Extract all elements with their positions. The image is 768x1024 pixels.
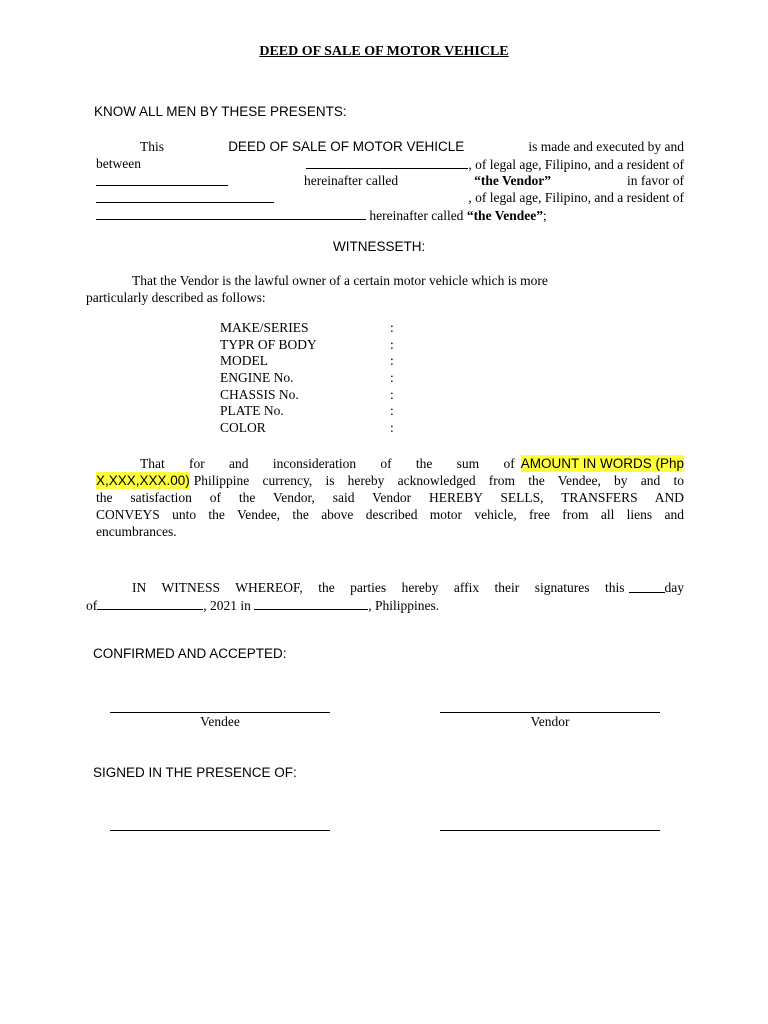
spec-sep: : xyxy=(390,420,394,436)
intro-between: between xyxy=(96,156,141,171)
spec-label: MAKE/SERIES xyxy=(220,320,309,335)
witness-1-signature-line[interactable] xyxy=(110,830,330,831)
intro-in-favor: in favor of xyxy=(627,173,684,188)
spec-row xyxy=(220,353,420,370)
intro-hereinafter-1: hereinafter called xyxy=(304,173,399,188)
consideration-currency: Philippine currency, is hereby acknowledged from the Vendee, by and to xyxy=(193,473,684,488)
intro-paragraph xyxy=(96,138,684,223)
amount-in-words-placeholder[interactable]: AMOUNT IN WORDS (Php xyxy=(520,456,684,471)
vendee-label: Vendee xyxy=(200,714,240,729)
intro-line-2 xyxy=(96,155,684,172)
spec-sep: : xyxy=(390,353,394,369)
spec-label: COLOR xyxy=(220,420,266,436)
confirmed-heading: CONFIRMED AND ACCEPTED: xyxy=(93,646,287,661)
spec-label: ENGINE No. xyxy=(220,370,294,386)
signed-presence-heading: SIGNED IN THE PRESENCE OF: xyxy=(93,765,297,780)
spec-row xyxy=(220,420,420,437)
intro-line-1 xyxy=(96,138,684,155)
spec-row xyxy=(220,337,420,354)
spec-sep: : xyxy=(390,403,394,419)
spec-label: CHASSIS No. xyxy=(220,386,299,402)
document-title: DEED OF SALE OF MOTOR VEHICLE xyxy=(259,44,509,59)
consideration-line-2 xyxy=(96,472,684,489)
vendor-signature-line[interactable] xyxy=(440,712,660,713)
intro-legal-age-2: , of legal age, Filipino, and a resident of xyxy=(468,190,684,205)
witnesseth-heading: WITNESSETH: xyxy=(333,239,426,254)
intro-legal-age-1: , of legal age, Filipino, and a resident of xyxy=(468,157,684,172)
witness-2-signature-line[interactable] xyxy=(440,830,660,831)
intro-deed-name: DEED OF SALE OF MOTOR VEHICLE xyxy=(228,139,465,154)
intro-line-3 xyxy=(96,172,684,189)
intro-semicolon: ; xyxy=(542,208,547,223)
owner-paragraph xyxy=(86,272,684,306)
spec-row xyxy=(220,387,420,404)
intro-the-vendor: “the Vendor” xyxy=(474,173,551,188)
consideration-line-5: encumbrances. xyxy=(96,524,177,539)
witness-line-1 xyxy=(86,579,684,596)
spec-sep: : xyxy=(390,336,394,352)
consideration-line-4: CONVEYS unto the Vendee, the above described motor vehicle, free from all liens and xyxy=(96,507,684,522)
consideration-line-3: the satisfaction of the Vendor, said Vendor HEREBY SELLS, TRANSFERS AND xyxy=(96,490,684,505)
month-blank[interactable] xyxy=(97,596,203,610)
vendor-label: Vendor xyxy=(530,714,570,729)
spec-sep: : xyxy=(390,320,394,335)
owner-line-2: particularly described as follows: xyxy=(86,290,266,305)
intro-executed: is made and executed by and xyxy=(528,139,684,154)
spec-sep: : xyxy=(390,386,394,402)
spec-label: TYPR OF BODY xyxy=(220,336,317,352)
day-blank[interactable] xyxy=(629,579,665,593)
witness-year: , 2021 in xyxy=(203,598,251,613)
intro-line-4 xyxy=(96,189,684,206)
spec-row xyxy=(220,320,420,337)
witness-philippines: , Philippines. xyxy=(368,598,440,613)
owner-line-1: That the Vendor is the lawful owner of a certain motor vehicle which is more xyxy=(132,273,548,288)
consideration-line-1 xyxy=(96,455,684,472)
vendor-name-blank[interactable] xyxy=(306,155,468,169)
amount-figure-placeholder[interactable]: X,XXX,XXX.00) xyxy=(96,473,190,488)
place-blank[interactable] xyxy=(254,596,368,610)
consideration-paragraph xyxy=(96,455,684,540)
vehicle-specs-list xyxy=(220,320,420,437)
witness-text: IN WITNESS WHEREOF, the parties hereby affix their signatures this xyxy=(132,580,625,595)
spec-label: PLATE No. xyxy=(220,403,284,419)
intro-hereinafter-2: hereinafter called xyxy=(369,208,464,223)
spec-sep: : xyxy=(390,370,394,386)
vendee-signature-line[interactable] xyxy=(110,712,330,713)
spec-label: MODEL xyxy=(220,353,268,369)
witness-day: day xyxy=(664,580,684,595)
intro-line-5 xyxy=(96,206,684,223)
witness-paragraph xyxy=(86,579,684,613)
consideration-intro: That for and inconsideration of the sum of xyxy=(140,456,515,471)
witness-line-2 xyxy=(86,596,684,613)
spec-row xyxy=(220,370,420,387)
know-all-heading: KNOW ALL MEN BY THESE PRESENTS: xyxy=(94,104,347,119)
spec-row xyxy=(220,403,420,420)
vendor-residence-blank[interactable] xyxy=(96,172,228,186)
intro-this: This xyxy=(140,139,165,154)
vendee-name-blank[interactable] xyxy=(96,189,274,203)
intro-the-vendee: “the Vendee” xyxy=(466,208,543,223)
witness-of: of xyxy=(86,598,98,613)
vendee-residence-blank[interactable] xyxy=(96,206,366,220)
